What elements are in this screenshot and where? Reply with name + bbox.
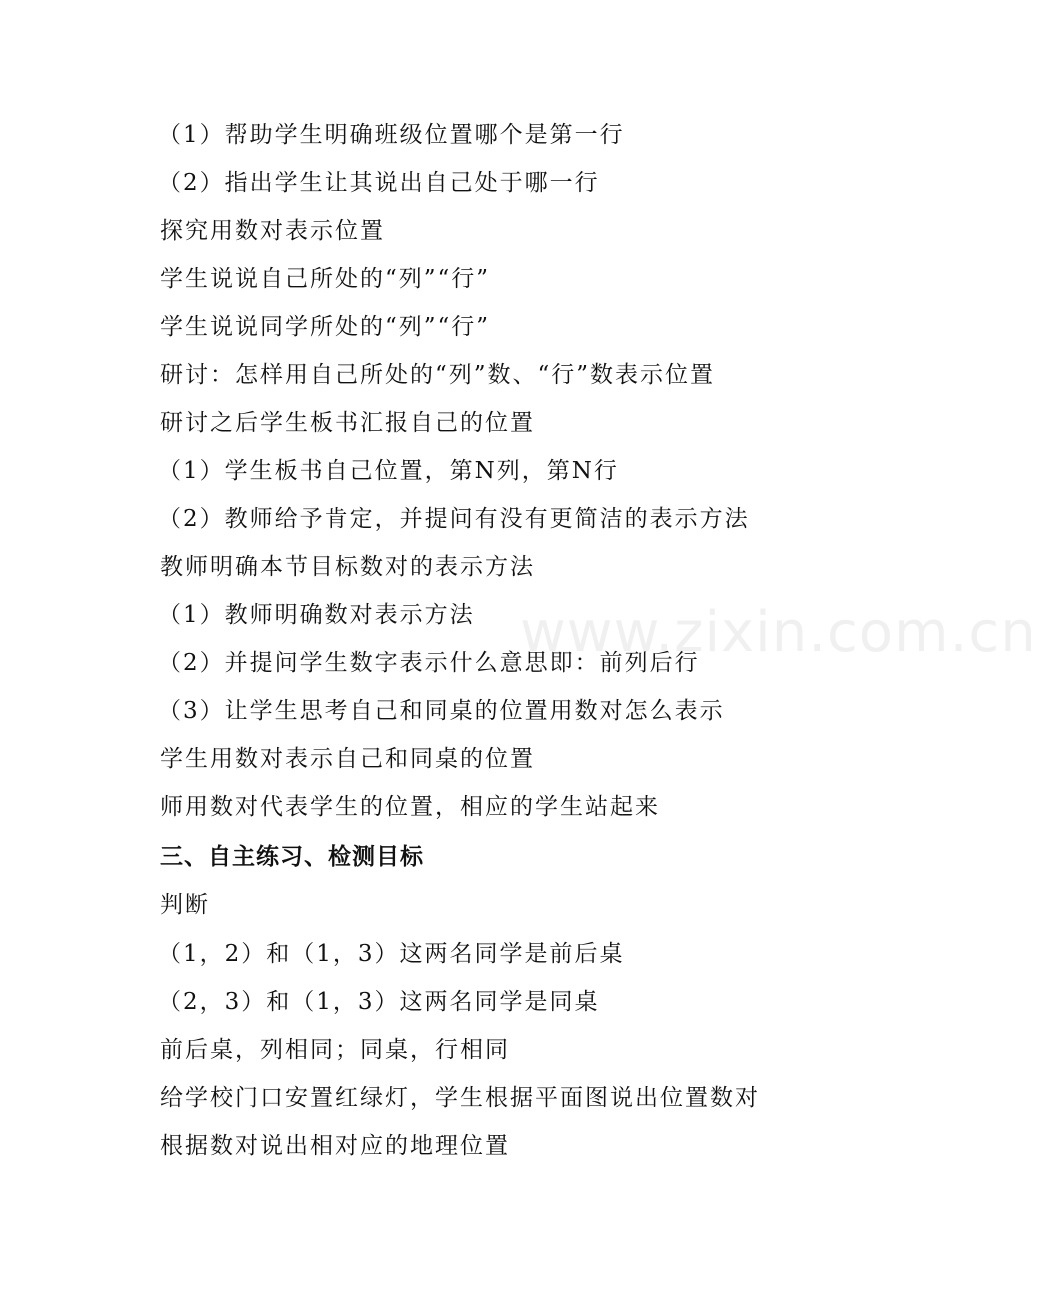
text-line: 探究用数对表示位置	[160, 218, 385, 244]
text-line: 判断	[160, 892, 210, 918]
text-line: （2）并提问学生数字表示什么意思即：前列后行	[158, 650, 700, 676]
text-line: 学生说说自己所处的“列”“行”	[160, 266, 491, 292]
text-line: 学生说说同学所处的“列”“行”	[160, 314, 491, 340]
text-line: （2）指出学生让其说出自己处于哪一行	[158, 170, 600, 196]
text-line: 教师明确本节目标数对的表示方法	[160, 554, 535, 580]
text-line: （1）学生板书自己位置，第N列，第N行	[158, 458, 619, 484]
watermark: www.zixin.com.cn	[520, 600, 1037, 665]
text-line: 学生用数对表示自己和同桌的位置	[160, 746, 535, 772]
text-line: 根据数对说出相对应的地理位置	[160, 1133, 510, 1159]
text-line: 研讨：怎样用自己所处的“列”数、“行”数表示位置	[160, 362, 716, 388]
text-line: （1）帮助学生明确班级位置哪个是第一行	[158, 122, 625, 148]
text-line: （2）教师给予肯定，并提问有没有更简洁的表示方法	[158, 506, 750, 532]
text-line: 师用数对代表学生的位置，相应的学生站起来	[160, 794, 660, 820]
section-heading: 三、自主练习、检测目标	[160, 844, 424, 870]
text-line: （1，2）和（1，3）这两名同学是前后桌	[158, 941, 625, 967]
text-line: （3）让学生思考自己和同桌的位置用数对怎么表示	[158, 698, 725, 724]
text-line: 研讨之后学生板书汇报自己的位置	[160, 410, 535, 436]
text-line: 给学校门口安置红绿灯，学生根据平面图说出位置数对	[160, 1085, 760, 1111]
text-line: （2，3）和（1，3）这两名同学是同桌	[158, 989, 600, 1015]
text-line: （1）教师明确数对表示方法	[158, 602, 475, 628]
text-line: 前后桌，列相同；同桌，行相同	[160, 1037, 510, 1063]
